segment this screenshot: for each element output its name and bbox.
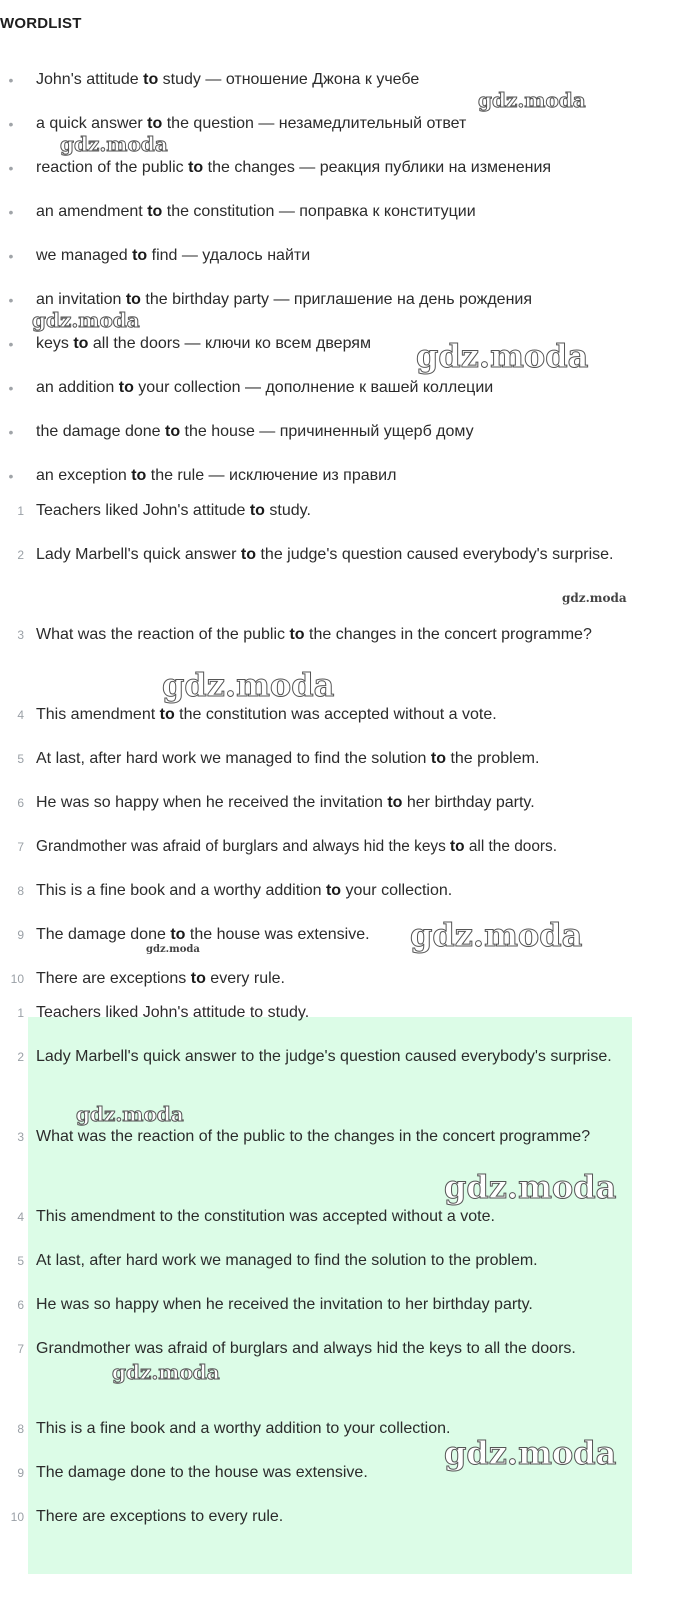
watermark-logo: gdz.moda	[478, 88, 586, 112]
item-text-pre: Teachers liked John's attitude	[36, 502, 250, 519]
item-text-pre: an exception	[36, 467, 132, 484]
bullet-icon: •	[8, 336, 14, 352]
item-text-post: the question — незамедлительный ответ	[162, 115, 467, 132]
item-text-pre: an amendment	[36, 203, 148, 220]
watermark-logo: gdz.moda	[416, 337, 589, 375]
item-number: 6	[17, 1298, 24, 1312]
bullet-icon: •	[8, 160, 14, 176]
answer-text: He was so happy when he received the invitation to her birthday party.	[36, 1296, 533, 1313]
item-text-pre: Lady Marbell's quick answer	[36, 546, 241, 563]
item-text-post: the changes in the concert programme?	[304, 626, 592, 643]
item-text-post: study — отношение Джона к учебе	[158, 71, 420, 88]
item-number: 7	[17, 1342, 24, 1356]
item-number: 8	[17, 1422, 24, 1436]
answer-text: There are exceptions to every rule.	[36, 1508, 284, 1525]
item-text-post: find — удалось найти	[147, 247, 311, 264]
item-text-post: the problem.	[446, 750, 540, 767]
item-text-post: the changes — реакция публики на изменения	[203, 159, 552, 176]
keyword: to	[450, 838, 465, 855]
item-text-post: the constitution was accepted without a vote.	[174, 706, 497, 723]
item-text-post: the house — причиненный ущерб дому	[180, 423, 474, 440]
item-text-pre: This is a fine book and a worthy addition	[36, 882, 326, 899]
answer-text: What was the reaction of the public to the changes in the concert programme?	[36, 1128, 591, 1145]
keyword: to	[143, 71, 159, 88]
bullet-icon: •	[8, 292, 14, 308]
keyword: to	[289, 626, 305, 643]
item-text-post: every rule.	[205, 970, 285, 987]
item-text-pre: John's attitude	[36, 71, 144, 88]
keyword: to	[147, 203, 163, 220]
item-text-pre: we managed	[36, 247, 133, 264]
item-number: 3	[17, 1130, 24, 1144]
page-title: WORDLIST	[0, 15, 82, 32]
watermark-logo: gdz.moda	[146, 944, 200, 955]
bullet-icon: •	[8, 248, 14, 264]
watermark-logo: gdz.moda	[444, 1168, 617, 1206]
item-number: 4	[17, 1210, 24, 1224]
item-text-post: her birthday party.	[402, 794, 535, 811]
item-number: 10	[10, 972, 24, 986]
item-text-pre: At last, after hard work we managed to find the solution	[36, 750, 431, 767]
keyword: to	[188, 159, 204, 176]
item-number: 2	[17, 1050, 24, 1064]
item-number: 1	[17, 504, 24, 518]
keyword: to	[170, 926, 186, 943]
watermark-logo: gdz.moda	[444, 1434, 617, 1472]
item-text-post: your collection.	[341, 882, 453, 899]
keyword: to	[190, 970, 206, 987]
item-text-pre: The damage done	[36, 926, 171, 943]
answer-text: Teachers liked John's attitude to study.	[36, 1004, 310, 1021]
item-text-pre: the damage done	[36, 423, 165, 440]
bullet-icon: •	[8, 468, 14, 484]
bullet-icon: •	[8, 72, 14, 88]
keyword: to	[325, 882, 342, 899]
keyword: to	[159, 706, 175, 723]
item-text-pre: This amendment	[36, 706, 160, 723]
keyword: to	[249, 502, 265, 519]
item-text-pre: He was so happy when he received the invitation	[36, 794, 388, 811]
answer-text: Lady Marbell's quick answer to the judge's question caused everybody's surprise.	[36, 1048, 612, 1065]
item-number: 4	[17, 708, 24, 722]
bullet-icon: •	[8, 204, 14, 220]
keyword: to	[147, 115, 163, 132]
bullet-icon: •	[8, 380, 14, 396]
item-text-pre: Grandmother was afraid of burglars and always hid the keys	[36, 838, 451, 855]
item-number: 8	[17, 884, 24, 898]
item-number: 2	[17, 548, 24, 562]
bullet-icon: •	[8, 424, 14, 440]
item-number: 7	[17, 840, 24, 854]
item-number: 9	[17, 928, 24, 942]
answer-text: This amendment to the constitution was accepted without a vote.	[36, 1208, 495, 1225]
item-text-pre: an invitation	[36, 291, 126, 308]
keyword: to	[165, 423, 181, 440]
answer-text: The damage done to the house was extensive.	[36, 1464, 368, 1481]
item-text-post: the judge's question caused everybody's surprise.	[256, 546, 614, 563]
answer-text: This is a fine book and a worthy addition to your collection.	[36, 1420, 451, 1437]
watermark-logo: gdz.moda	[32, 308, 140, 332]
item-number: 6	[17, 796, 24, 810]
watermark-logo: gdz.moda	[76, 1102, 184, 1126]
item-number: 1	[17, 1006, 24, 1020]
item-text-pre: What was the reaction of the public	[36, 626, 290, 643]
item-text-pre: reaction of the public	[36, 159, 189, 176]
item-text-pre: a quick answer	[36, 115, 148, 132]
item-number: 5	[17, 752, 24, 766]
watermark-logo: gdz.moda	[410, 916, 583, 954]
item-number: 3	[17, 628, 24, 642]
item-text-post: all the doors.	[464, 838, 557, 855]
item-text-pre: keys	[36, 335, 74, 352]
watermark-logo: gdz.moda	[112, 1360, 220, 1384]
keyword: to	[73, 335, 89, 352]
keyword: to	[132, 247, 148, 264]
item-text-pre: There are exceptions	[36, 970, 191, 987]
keyword: to	[387, 794, 403, 811]
bullet-icon: •	[8, 116, 14, 132]
item-number: 5	[17, 1254, 24, 1268]
keyword: to	[240, 546, 257, 563]
item-number: 10	[10, 1510, 24, 1524]
keyword: to	[118, 379, 134, 396]
item-text-post: the birthday party — приглашение на день рождения	[140, 291, 533, 308]
item-number: 9	[17, 1466, 24, 1480]
item-text-post: the rule — исключение из правил	[146, 467, 397, 484]
item-text-post: study.	[264, 502, 311, 519]
item-text-pre: an addition	[36, 379, 119, 396]
item-text-post: your collection — дополнение к вашей коллеции	[133, 379, 494, 396]
watermark-logo: gdz.moda	[60, 132, 168, 156]
item-text-post: the house was extensive.	[185, 926, 370, 943]
item-text-post: the constitution — поправка к конституции	[162, 203, 476, 220]
answer-text: Grandmother was afraid of burglars and always hid the keys to all the doors.	[36, 1340, 576, 1357]
watermark-logo: gdz.moda	[562, 591, 627, 605]
keyword: to	[125, 291, 141, 308]
keyword: to	[131, 467, 147, 484]
keyword: to	[430, 750, 446, 767]
item-text-post: all the doors — ключи ко всем дверям	[88, 335, 371, 352]
watermark-logo: gdz.moda	[162, 666, 335, 704]
answer-text: At last, after hard work we managed to find the solution to the problem.	[36, 1252, 538, 1269]
